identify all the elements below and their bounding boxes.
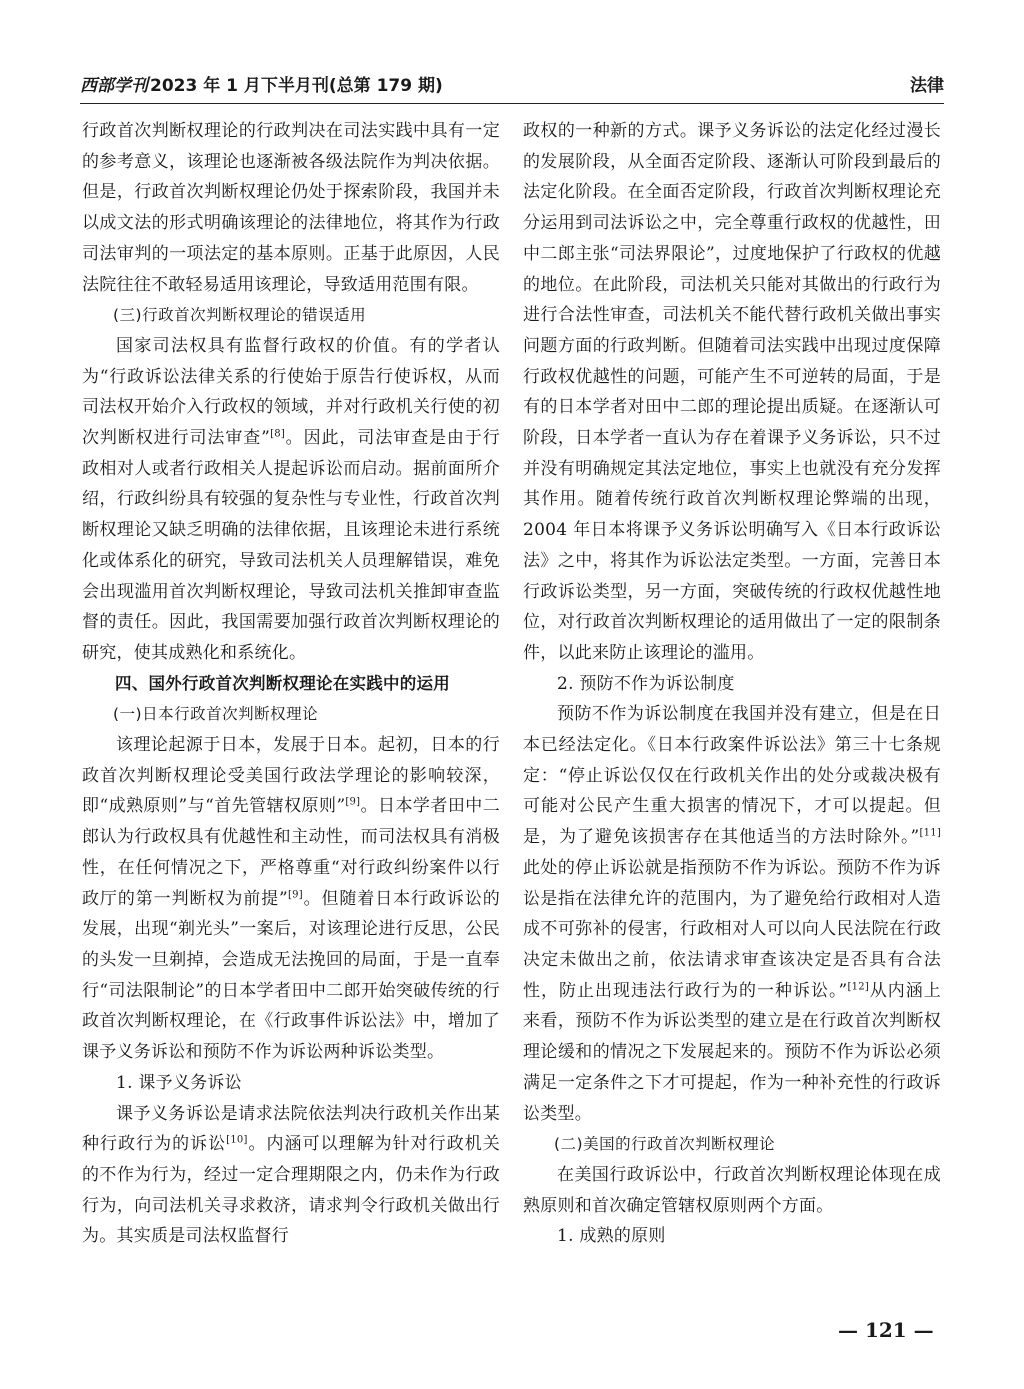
- right-column: [523, 116, 941, 1252]
- paragraph: 预防不作为诉讼制度在我国并没有建立，但是在日本已经法定化。《日本行政案件诉讼法》第三十七条规定：“停止诉讼仅仅在行政机关作出的处分或裁决极有可能对公民产生重大损害的情况下，才可以提起。但是，为了避免该损害存在其他适当的方法时除外。”[11]此处的停止诉讼就是指预防不作为诉讼。预防不作为诉讼是指在法律允许的范围内，为了避免给行政相对人造成不可弥补的侵害，行政相对人可以向人民法院在行政决定未做出之前，依法请求审查该决定是否具有合法性，防止出现违法行政行为的一种诉讼。”[12]从内涵上来看，预防不作为诉讼类型的建立是在行政首次判断权理论缓和的情况之下发展起来的。预防不作为诉讼必须满足一定条件之下才可提起，作为一种补充性的行政诉讼类型。: [523, 704, 941, 1124]
- journal-issue: 2023 年 1 月下半月刊(总第 179 期): [150, 76, 443, 96]
- subsection-heading: (二)美国的行政首次判断权理论: [554, 1135, 776, 1154]
- citation: [11]: [919, 827, 941, 839]
- paragraph: 行政首次判断权理论的行政判决在司法实践中具有一定的参考意义，该理论也逐渐被各级法院作为判决依据。但是，行政首次判断权理论仍处于探索阶段，我国并未以成文法的形式明确该理论的法律地位，将其作为行政司法审判的一项法定的基本原则。正基于此原因，人民法院往往不敢轻易适用该理论，导致适用范围有限。: [82, 121, 500, 295]
- citation: [10]: [226, 1134, 248, 1146]
- journal-title: [80, 74, 443, 98]
- numbered-heading: 2. 预防不作为诉讼制度: [557, 673, 735, 694]
- citation: [9]: [345, 796, 361, 808]
- left-column: [82, 116, 500, 1252]
- header-rule: [80, 103, 944, 104]
- subsection-heading: (三)行政首次判断权理论的错误适用: [113, 306, 367, 325]
- section-label: 法律: [910, 76, 944, 96]
- page-number: — 121 —: [838, 1318, 934, 1342]
- paragraph: 政权的一种新的方式。课予义务诉讼的法定化经过漫长的发展阶段，从全面否定阶段、逐渐认可阶段到最后的法定化阶段。在全面否定阶段，行政首次判断权理论充分运用到司法诉讼之中，完全尊重行政权的优越性，田中二郎主张“司法界限论”，过度地保护了行政权的优越的地位。在此阶段，司法机关只能对其做出的行政行为进行合法性审查，司法机关不能代替行政机关做出事实问题方面的行政判断。但随着司法实践中出现过度保障行政权优越性的问题，可能产生不可逆转的局面，于是有的日本学者对田中二郎的理论提出质疑。在逐渐认可阶段，日本学者一直认为存在着课予义务诉讼，只不过并没有明确规定其法定地位，事实上也就没有充分发挥其作用。随着传统行政首次判断权理论弊端的出现，2004 年日本将课予义务诉讼明确写入《日本行政诉讼法》之中，将其作为诉讼法定类型。一方面，完善日本行政诉讼类型，另一方面，突破传统的行政权优越性地位，对行政首次判断权理论的适用做出了一定的限制条件，以此来防止该理论的滥用。: [523, 121, 941, 663]
- citation: [8]: [270, 428, 286, 440]
- paragraph: 国家司法权具有监督行政权的价值。有的学者认为“行政诉讼法律关系的行使始于原告行使诉权，从而司法权开始介入行政权的领域，并对行政机关行使的初次判断权进行司法审查”[8]。因此，司法审查是由于行政相对人或者行政相关人提起诉讼而启动。据前面所介绍，行政纠纷具有较强的复杂性与专业性，行政首次判断权理论又缺乏明确的法律依据，且该理论未进行系统化或体系化的研究，导致司法机关人员理解错误，难免会出现滥用首次判断权理论，导致司法机关推卸审查监督的责任。因此，我国需要加强行政首次判断权理论的研究，使其成熟化和系统化。: [82, 335, 500, 663]
- subsection-heading: (一)日本行政首次判断权理论: [113, 705, 319, 724]
- numbered-heading: 1. 课予义务诉讼: [116, 1072, 242, 1093]
- numbered-heading: 1. 成熟的原则: [557, 1226, 666, 1247]
- running-header: [80, 74, 944, 104]
- citation: [12]: [847, 981, 869, 993]
- journal-logo: 西部学刊: [80, 76, 148, 96]
- citation: [9]: [288, 888, 303, 900]
- paragraph: 该理论起源于日本，发展于日本。起初，日本的行政首次判断权理论受美国行政法学理论的影响较深，即“成熟原则”与“首先管辖权原则”[9]。日本学者田中二郎认为行政权具有优越性和主动性，而司法权具有消极性，在任何情况之下，严格尊重“对行政纠纷案件以行政厅的第一判断权为前提”[9]。但随着日本行政诉讼的发展，出现“剃光头”一案后，对该理论进行反思，公民的头发一旦剃掉，会造成无法挽回的局面，于是一直奉行“司法限制论”的日本学者田中二郎开始突破传统的行政首次判断权理论，在《行政事件诉讼法》中，增加了课予义务诉讼和预防不作为诉讼两种诉讼类型。: [82, 735, 500, 1063]
- section-heading: 四、国外行政首次判断权理论在实践中的运用: [115, 673, 450, 693]
- paragraph: 在美国行政诉讼中，行政首次判断权理论体现在成熟原则和首次确定管辖权原则两个方面。: [523, 1164, 941, 1216]
- paragraph: 课予义务诉讼是请求法院依法判决行政机关作出某种行政行为的诉讼[10]。内涵可以理解为针对行政机关的不作为行为，经过一定合理期限之内，仍未作为行政行为，向司法机关寻求救济，请求判令行政机关做出行为。其实质是司法权监督行: [82, 1103, 501, 1247]
